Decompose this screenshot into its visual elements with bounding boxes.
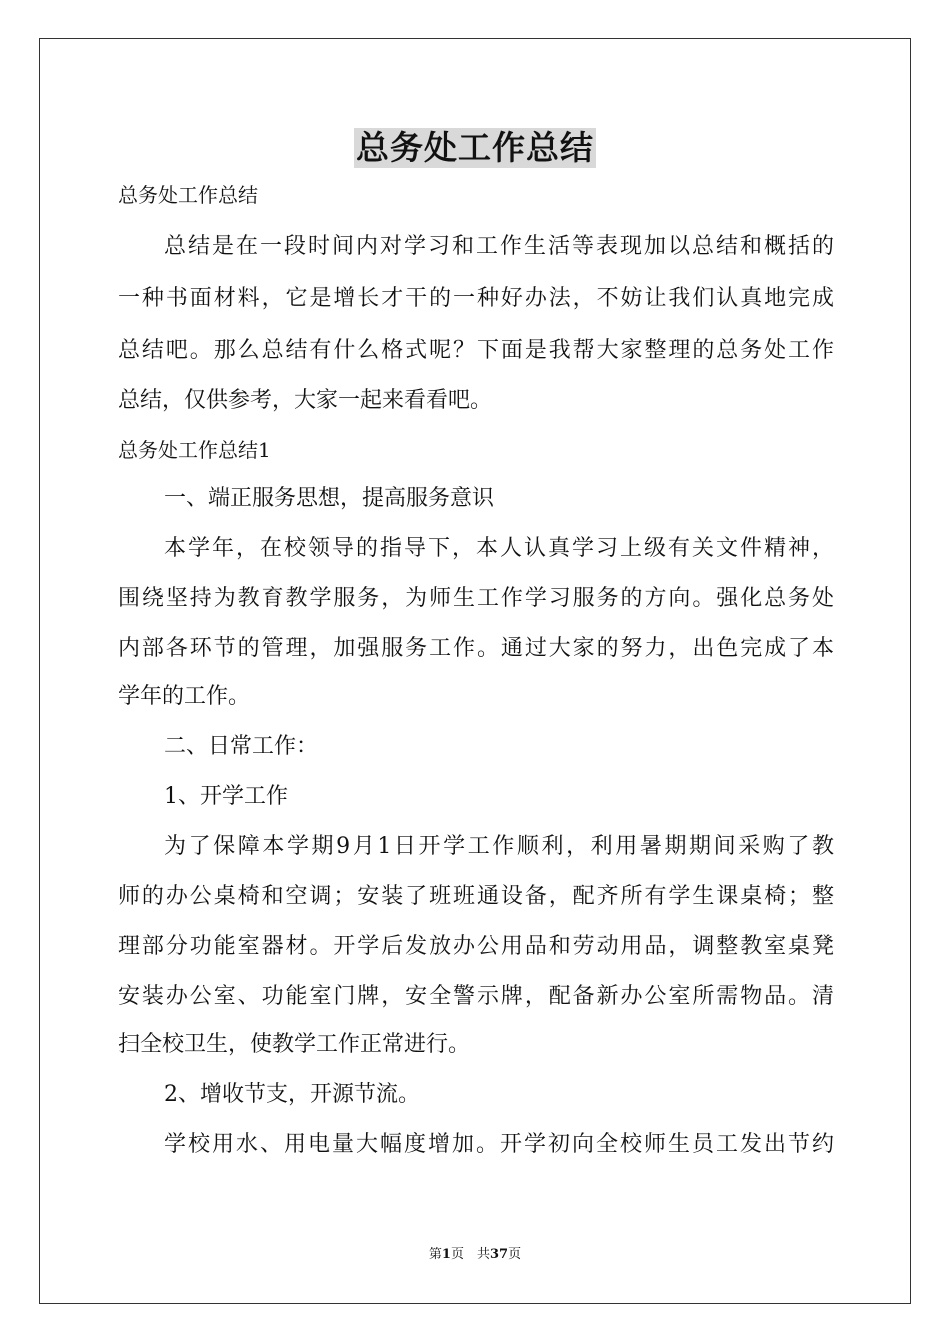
footer-page-mid: 页 共 bbox=[450, 1247, 490, 1262]
paragraph-line: 师的办公桌椅和空调；安装了班班通设备，配齐所有学生课桌椅；整 bbox=[118, 884, 834, 909]
paragraph-line: 学校用水、用电量大幅度增加。开学初向全校师生员工发出节约 bbox=[164, 1132, 834, 1157]
subheading: 二、日常工作： bbox=[164, 734, 319, 759]
paragraph-line: 本学年，在校领导的指导下，本人认真学习上级有关文件精神， bbox=[164, 536, 834, 561]
subheading: 一、端正服务思想，提高服务意识 bbox=[164, 486, 495, 511]
paragraph-line: 学年的工作。 bbox=[118, 684, 251, 709]
paragraph-line: 总结是在一段时间内对学习和工作生活等表现加以总结和概括的 bbox=[164, 234, 834, 259]
footer-page-suffix: 页 bbox=[508, 1247, 522, 1262]
page-border bbox=[39, 38, 911, 1304]
paragraph-line: 一种书面材料，它是增长才干的一种好办法，不妨让我们认真地完成 bbox=[118, 286, 834, 311]
section-heading: 总务处工作总结 bbox=[118, 183, 258, 207]
footer-page-total: 37 bbox=[489, 1247, 509, 1262]
paragraph-line: 内部各环节的管理，加强服务工作。通过大家的努力，出色完成了本 bbox=[118, 636, 834, 661]
paragraph-line: 理部分功能室器材。开学后发放办公用品和劳动用品，调整教室桌凳 bbox=[118, 934, 834, 959]
paragraph-line: 总结，仅供参考，大家一起来看看吧。 bbox=[118, 388, 493, 413]
title-container bbox=[0, 128, 950, 168]
subheading: 1、开学工作 bbox=[164, 784, 288, 809]
section-heading: 总务处工作总结1 bbox=[118, 438, 271, 462]
paragraph-line: 为了保障本学期9月1日开学工作顺利，利用暑期期间采购了教 bbox=[164, 834, 834, 859]
paragraph-line: 安装办公室、功能室门牌，安全警示牌，配备新办公室所需物品。清 bbox=[118, 984, 834, 1009]
footer-page-prefix: 第 bbox=[428, 1247, 442, 1262]
paragraph-line: 围绕坚持为教育教学服务，为师生工作学习服务的方向。强化总务处 bbox=[118, 586, 834, 611]
footer-page-current: 1 bbox=[441, 1247, 451, 1262]
paragraph-line: 总结吧。那么总结有什么格式呢？下面是我帮大家整理的总务处工作 bbox=[118, 338, 834, 363]
document-title: 总务处工作总结 bbox=[356, 128, 594, 167]
page-footer bbox=[0, 1246, 950, 1264]
paragraph-line: 扫全校卫生，使教学工作正常进行。 bbox=[118, 1032, 471, 1057]
subheading: 2、增收节支，开源节流。 bbox=[164, 1082, 420, 1107]
